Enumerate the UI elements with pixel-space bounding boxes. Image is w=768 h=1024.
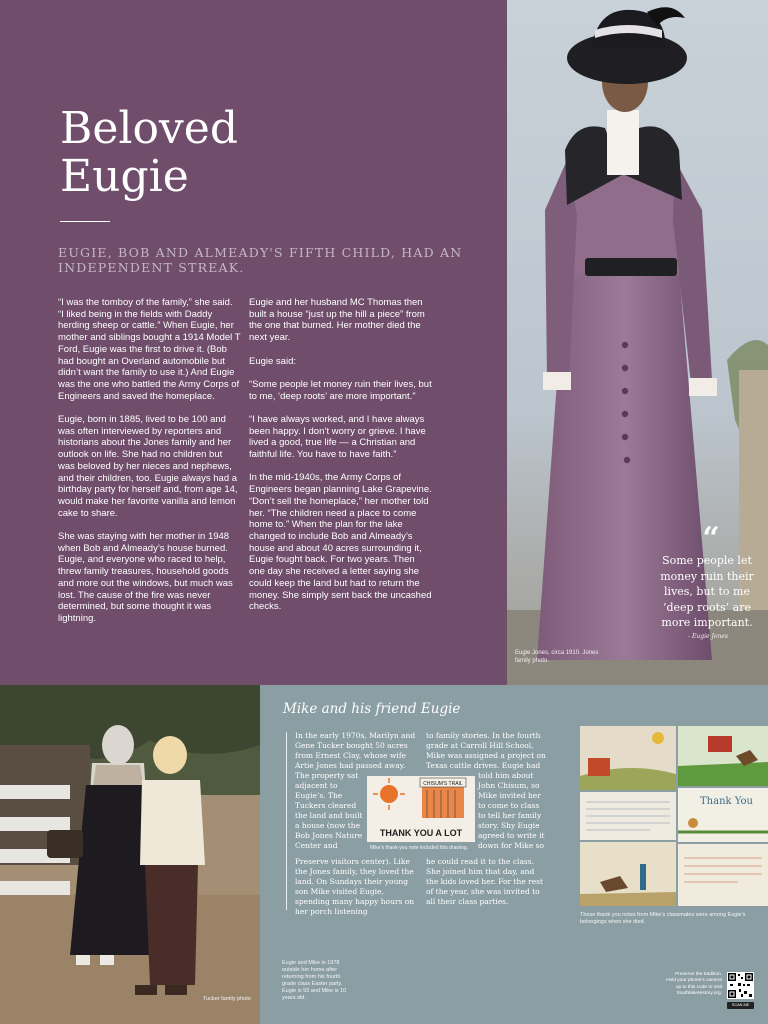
note-card (678, 788, 768, 842)
note-card-drawing (678, 788, 768, 842)
note-card-drawing (580, 842, 676, 906)
story-text: In the early 1970s, Marilyn and Gene Tucker bought 50 acres from Ernest Clay, whose wife Artie Jones had passed away. (295, 731, 416, 770)
qr-code-icon[interactable] (727, 972, 754, 999)
notes-caption: These thank you notes from Mike’s classmates were among Eugie’s belongings when she died. (580, 912, 746, 925)
scan-me-badge: SCAN ME (727, 1002, 754, 1009)
paragraph: “I have always worked, and I have always been happy. I don’t worry or grieve. I have lived a good, true life — a Christian and faithful life. You have to have faith.” (249, 413, 426, 461)
story-text: The property sat adjacent to Eugie’s. The Tuckers cleared the land and built a house (now the Bob Jones Nature Center and (295, 771, 363, 850)
subtitle: EUGIE, BOB AND ALMEADY'S FIFTH CHILD, HAD AN INDEPENDENT STREAK. (58, 245, 463, 275)
drawing-illustration (367, 776, 475, 842)
body-column-1 (58, 297, 241, 636)
drawing-caption: Mike’s thank-you note included this drawing. (370, 845, 469, 851)
paragraph: In the mid-1940s, the Army Corps of Engineers began planning Lake Grapevine. “Don’t sell the homeplace,” her mother told her. “The children need a place to come home to.” When the plan for the lake changed to include Bob and Almeady’s house and about 40 acres surrounding it, Eugie fought back. For two years. Then one day she received a letter saying she could keep the land but had to return the money. She simply sent back the uncashed checks. (249, 472, 432, 613)
paragraph: “I was the tomboy of the family,” she said. “I liked being in the fields with Daddy herding sheep or cattle.” When Eugie, her mother and siblings bought a 1914 Model T Ford, Eugie was the first to drive it. (Bob had bought an Overland automobile but didn’t want the family to use it.) And Eugie was the one who battled the Army Corps of Engineers and saved the homeplace. (58, 297, 241, 402)
note-card (580, 726, 676, 790)
eugie-and-mike-photo (0, 685, 260, 1024)
story-text: Preserve visitors center). Like the Jones family, they loved the land. On Sundays their young son Mike visited Eugie, spending many happy hours on her porch listening (295, 857, 415, 916)
pull-quote: Some people let money ruin their lives, but to me ‘deep roots’ are more important. (660, 554, 754, 629)
note-card-thank-you: Thank You (700, 796, 753, 807)
qr-code-pattern (727, 972, 754, 999)
note-card (678, 726, 768, 786)
note-card (678, 844, 768, 906)
photo-credit: Tucker family photo (203, 996, 251, 1002)
photo-illustration (0, 685, 260, 1024)
qr-instructions: Preserve the tradition. Hold your phone’s camera up to this code to visit SouthlakeHistory.org. (666, 972, 722, 996)
photo-caption: Eugie and Mike in 1978 outside her home after returning from his fourth grade class Easter party. Eugie is 93 and Mike is 10 years old. (282, 960, 347, 1001)
quote-attribution: - Eugie Jones (688, 633, 728, 640)
thank-you-notes-collage (580, 726, 768, 906)
title-divider (60, 221, 110, 222)
quote-mark-icon: “ (702, 521, 720, 556)
note-card-drawing (580, 726, 676, 790)
title-line-1: Beloved (60, 103, 238, 154)
drawing-thank-you-text: THANK YOU A LOT (379, 828, 463, 838)
paragraph: She was staying with her mother in 1948 when Bob and Almeady’s house burned. Eugie, and everyone who raced to help, threw family treasures, household goods and more out the windows, but much was lost. The cause of the fire was never determined, but some thought it was lightning. (58, 531, 233, 624)
portrait-caption: Eugie Jones, circa 1910. Jones family photo. (515, 650, 599, 664)
note-card-drawing (678, 726, 768, 786)
note-card (580, 792, 676, 840)
page-title (60, 105, 460, 201)
thank-you-note-drawing (367, 776, 475, 842)
note-card-lines (580, 792, 676, 840)
paragraph: “Some people let money ruin their lives, but to me, ‘deep roots’ are more important.” (249, 378, 432, 402)
section-title: Mike and his friend Eugie (283, 701, 461, 717)
story-text: to family stories. In the fourth grade at Carroll Hill School, Mike was assigned a project on Texas cattle drives. Eugie had (426, 731, 546, 770)
paragraph: Eugie said: (249, 355, 297, 367)
title-line-2: Eugie (60, 151, 189, 202)
note-card (580, 842, 676, 906)
story-text: told him about John Chisum, so Mike invited her to come to class to tell her family story. Shy Eugie agreed to write it down for Mike so (478, 771, 545, 850)
body-column-2 (249, 297, 432, 625)
drawing-sign-text: CHISUM'S TRAIL (423, 781, 463, 787)
note-card-lines (678, 844, 768, 906)
story-divider (286, 732, 287, 910)
paragraph: Eugie, born in 1885, lived to be 100 and was often interviewed by reporters and historians about the Jones family and her outlook on life. She had no children but was beloved by her nieces and nephews, and their children, too. Eugie always had a birthday party for herself and, from age 14, would make her favorite vanilla and lemon cake to share. (58, 414, 238, 519)
story-text: he could read it to the class. She joined him that day, and the kids loved her. For the rest of the year, she was invited to all their class parties. (426, 857, 544, 906)
paragraph: Eugie and her husband MC Thomas then built a house “just up the hill a piece” from the one that burned. Her mother died the next year. (249, 297, 425, 344)
